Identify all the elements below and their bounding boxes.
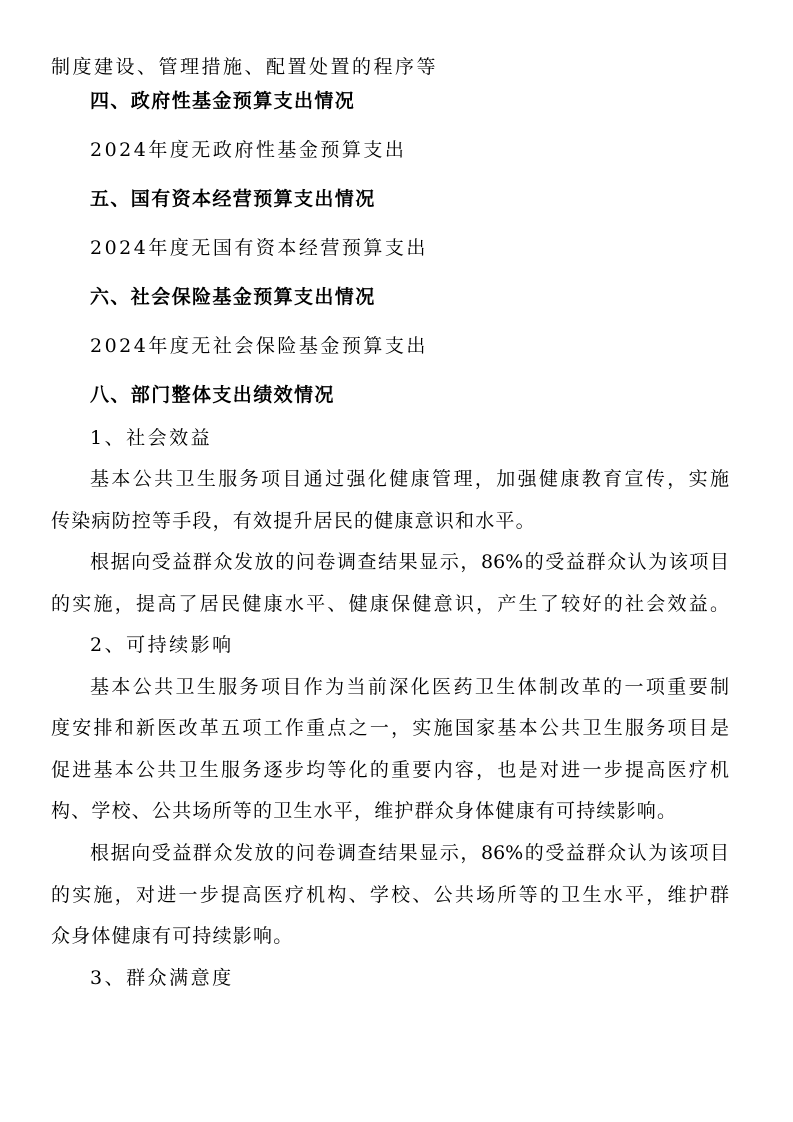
- section-heading-social-insurance: 六、社会保险基金预算支出情况: [90, 286, 376, 308]
- continuation-line: 制度建设、管理措施、配置处置的程序等: [51, 56, 439, 78]
- social-benefit-para2-line1: 根据向受益群众发放的问卷调查结果显示，86%的受益群众认为该项目: [90, 551, 729, 573]
- subheading-social-benefit: 1、社会效益: [90, 427, 213, 449]
- sustainability-para1-line4: 构、学校、公共场所等的卫生水平，维护群众身体健康有可持续影响。: [51, 800, 678, 822]
- section-heading-gov-fund: 四、政府性基金预算支出情况: [90, 90, 356, 112]
- section-body-social-insurance: 2024年度无社会保险基金预算支出: [90, 335, 428, 357]
- section-body-state-capital: 2024年度无国有资本经营预算支出: [90, 237, 428, 259]
- sustainability-para2-line1: 根据向受益群众发放的问卷调查结果显示，86%的受益群众认为该项目: [90, 842, 729, 864]
- subheading-sustainability: 2、可持续影响: [90, 634, 234, 656]
- sustainability-para1-line2: 度安排和新医改革五项工作重点之一，实施国家基本公共卫生服务项目是: [51, 717, 729, 739]
- sustainability-para2-line2: 的实施，对进一步提高医疗机构、学校、公共场所等的卫生水平，维护群: [51, 884, 729, 906]
- section-heading-performance: 八、部门整体支出绩效情况: [90, 384, 335, 406]
- section-heading-state-capital: 五、国有资本经营预算支出情况: [90, 188, 376, 210]
- section-body-gov-fund: 2024年度无政府性基金预算支出: [90, 139, 407, 161]
- social-benefit-para1-line1: 基本公共卫生服务项目通过强化健康管理，加强健康教育宣传，实施: [90, 468, 729, 490]
- social-benefit-para1-line2: 传染病防控等手段，有效提升居民的健康意识和水平。: [51, 510, 536, 532]
- sustainability-para1-line3: 促进基本公共卫生服务逐步均等化的重要内容，也是对进一步提高医疗机: [51, 759, 729, 781]
- sustainability-para1-line1: 基本公共卫生服务项目作为当前深化医药卫生体制改革的一项重要制: [90, 676, 729, 698]
- social-benefit-para2-line2: 的实施，提高了居民健康水平、健康保健意识，产生了较好的社会效益。: [51, 593, 729, 615]
- subheading-satisfaction: 3、群众满意度: [90, 967, 234, 989]
- sustainability-para2-line3: 众身体健康有可持续影响。: [51, 925, 294, 947]
